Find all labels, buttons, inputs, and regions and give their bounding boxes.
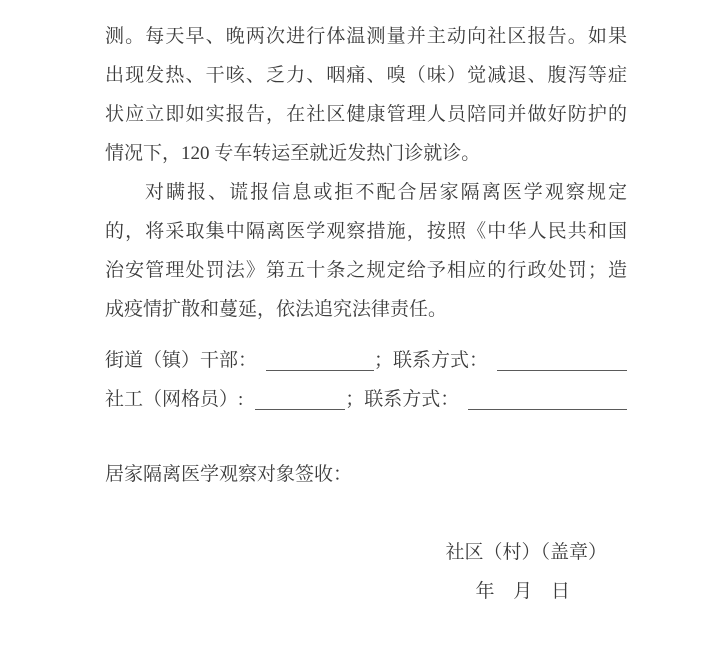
- paragraph-2-line-4: 成疫情扩散和蔓延，依法追究法律责任。: [105, 299, 448, 320]
- paragraph-1: [105, 17, 627, 173]
- social-worker-name-blank: [255, 409, 345, 410]
- row2-separator: ；: [345, 389, 365, 410]
- street-cadre-contact-label: 联系方式：: [393, 350, 489, 371]
- paragraph-1-line-3: 状应立即如实报告，在社区健康管理人员陪同并做好防护的: [105, 104, 627, 125]
- form-row-street-cadre: [105, 341, 627, 380]
- paragraph-2-line-2: 的，将采取集中隔离医学观察措施，按照《中华人民共和国: [105, 221, 627, 242]
- date-line: 年 月 日: [475, 581, 570, 602]
- paragraph-2-line-3: 治安管理处罚法》第五十条之规定给予相应的行政处罚；造: [105, 260, 627, 281]
- paragraph-1-line-1: 测。每天早、晚两次进行体温测量并主动向社区报告。如果: [105, 26, 627, 47]
- social-worker-contact-blank: [468, 409, 627, 410]
- social-worker-label: 社工（网格员）:: [105, 389, 244, 410]
- signature-acknowledgement-line: 居家隔离医学观察对象签收：: [105, 464, 353, 485]
- paragraph-1-line-2: 出现发热、干咳、乏力、咽痛、嗅（味）觉减退、腹泻等症: [105, 65, 627, 86]
- form-row-social-worker: [105, 380, 627, 419]
- row1-separator: ；: [374, 350, 394, 371]
- paragraph-2-line-1: 对瞒报、谎报信息或拒不配合居家隔离医学观察规定: [145, 182, 627, 203]
- street-cadre-name-blank: [266, 370, 374, 371]
- paragraph-1-line-4: 情况下，120 专车转运至就近发热门诊就诊。: [105, 143, 481, 164]
- social-worker-contact-label: 联系方式：: [364, 389, 460, 410]
- contact-form-section: [105, 341, 627, 419]
- street-cadre-contact-blank: [497, 370, 627, 371]
- paragraph-2: [105, 173, 627, 329]
- community-stamp-line: 社区（村）（盖章）: [445, 542, 607, 563]
- street-cadre-label: 街道（镇）干部：: [105, 350, 258, 371]
